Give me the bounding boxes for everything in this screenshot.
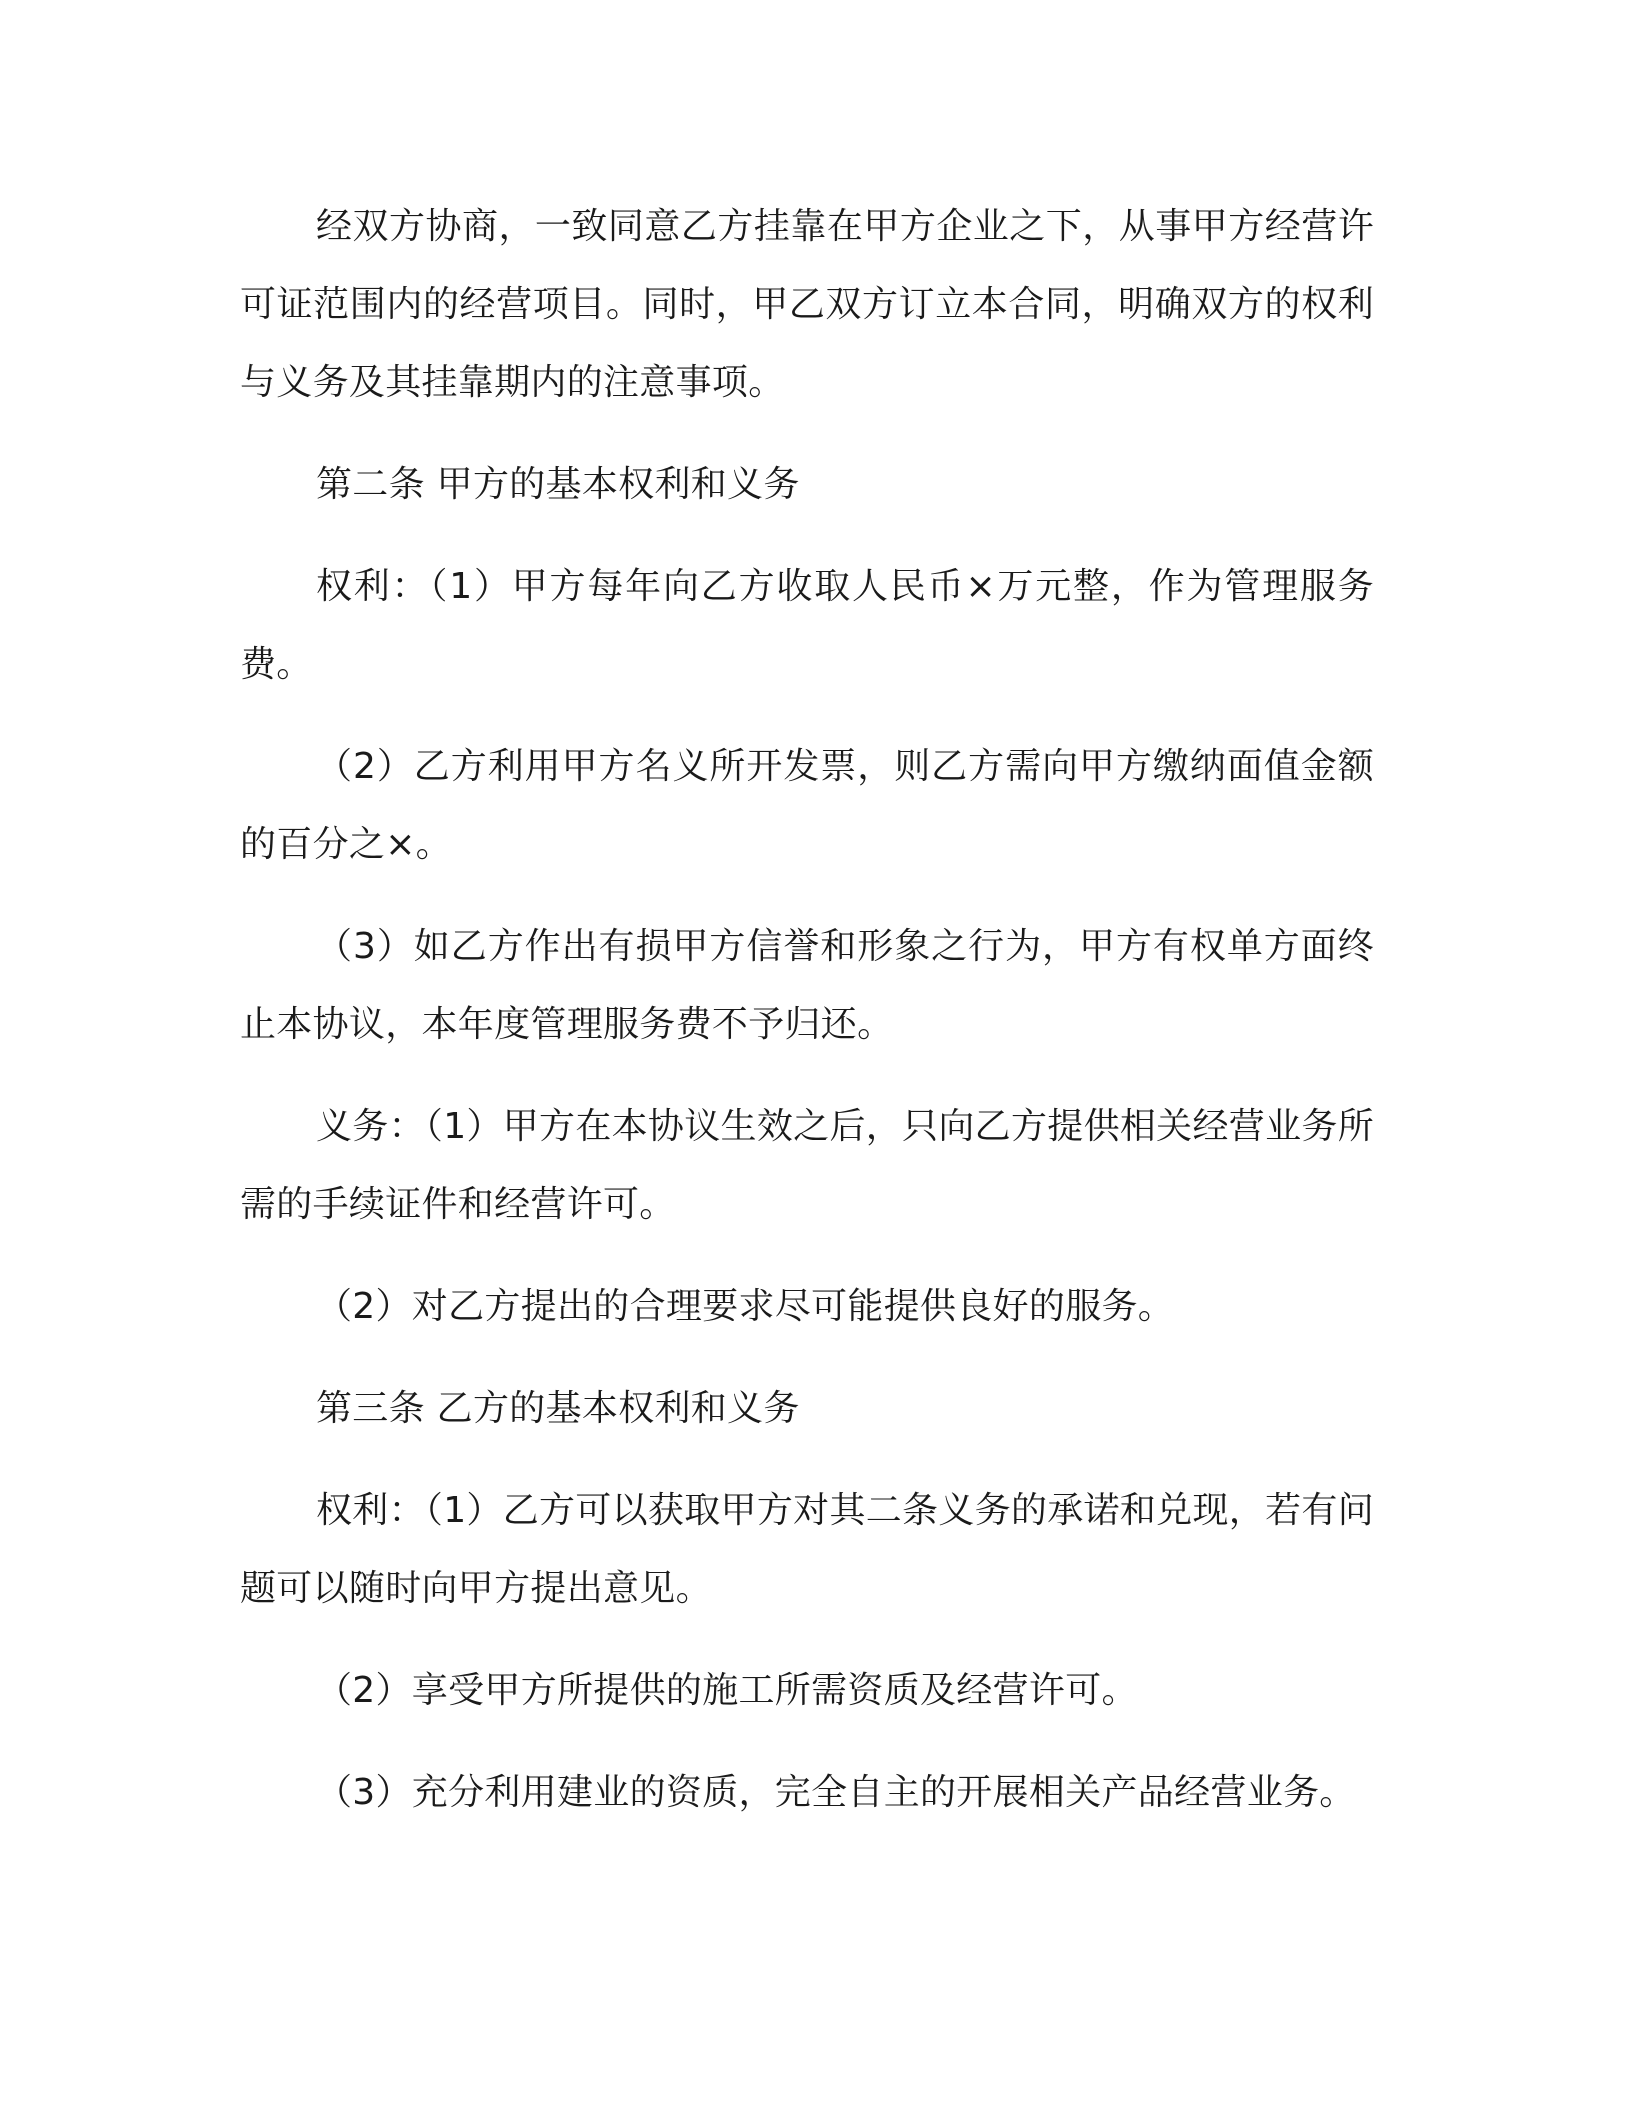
article-two-heading: 第二条 甲方的基本权利和义务 [316, 464, 800, 505]
paragraph-party-b-right-3: （3）充分利用建业的资质，完全自主的开展相关产品经营业务。 [316, 1772, 1356, 1813]
paragraph-party-a-right-1: 权利：（1）甲方每年向乙方收取人民币×万元整，作为管理服务费。 [240, 566, 1374, 685]
paragraph-party-a-right-3: （3）如乙方作出有损甲方信誉和形象之行为，甲方有权单方面终止本协议，本年度管理服务费不予归还。 [240, 926, 1374, 1045]
paragraph-party-a-duty-1: 义务：（1）甲方在本协议生效之后，只向乙方提供相关经营业务所需的手续证件和经营许可。 [240, 1106, 1374, 1225]
paragraph-party-b-right-2: （2）享受甲方所提供的施工所需资质及经营许可。 [316, 1670, 1138, 1711]
paragraph-intro: 经双方协商，一致同意乙方挂靠在甲方企业之下，从事甲方经营许可证范围内的经营项目。同时，甲乙双方订立本合同，明确双方的权利与义务及其挂靠期内的注意事项。 [240, 206, 1374, 403]
paragraph-party-a-duty-2: （2）对乙方提出的合理要求尽可能提供良好的服务。 [316, 1286, 1175, 1327]
document-body [240, 188, 1374, 1856]
paragraph-party-b-right-1: 权利：（1）乙方可以获取甲方对其二条义务的承诺和兑现，若有问题可以随时向甲方提出意见。 [240, 1490, 1374, 1609]
paragraph-party-a-right-2: （2）乙方利用甲方名义所开发票，则乙方需向甲方缴纳面值金额的百分之×。 [240, 746, 1374, 865]
article-three-heading: 第三条 乙方的基本权利和义务 [316, 1388, 800, 1429]
